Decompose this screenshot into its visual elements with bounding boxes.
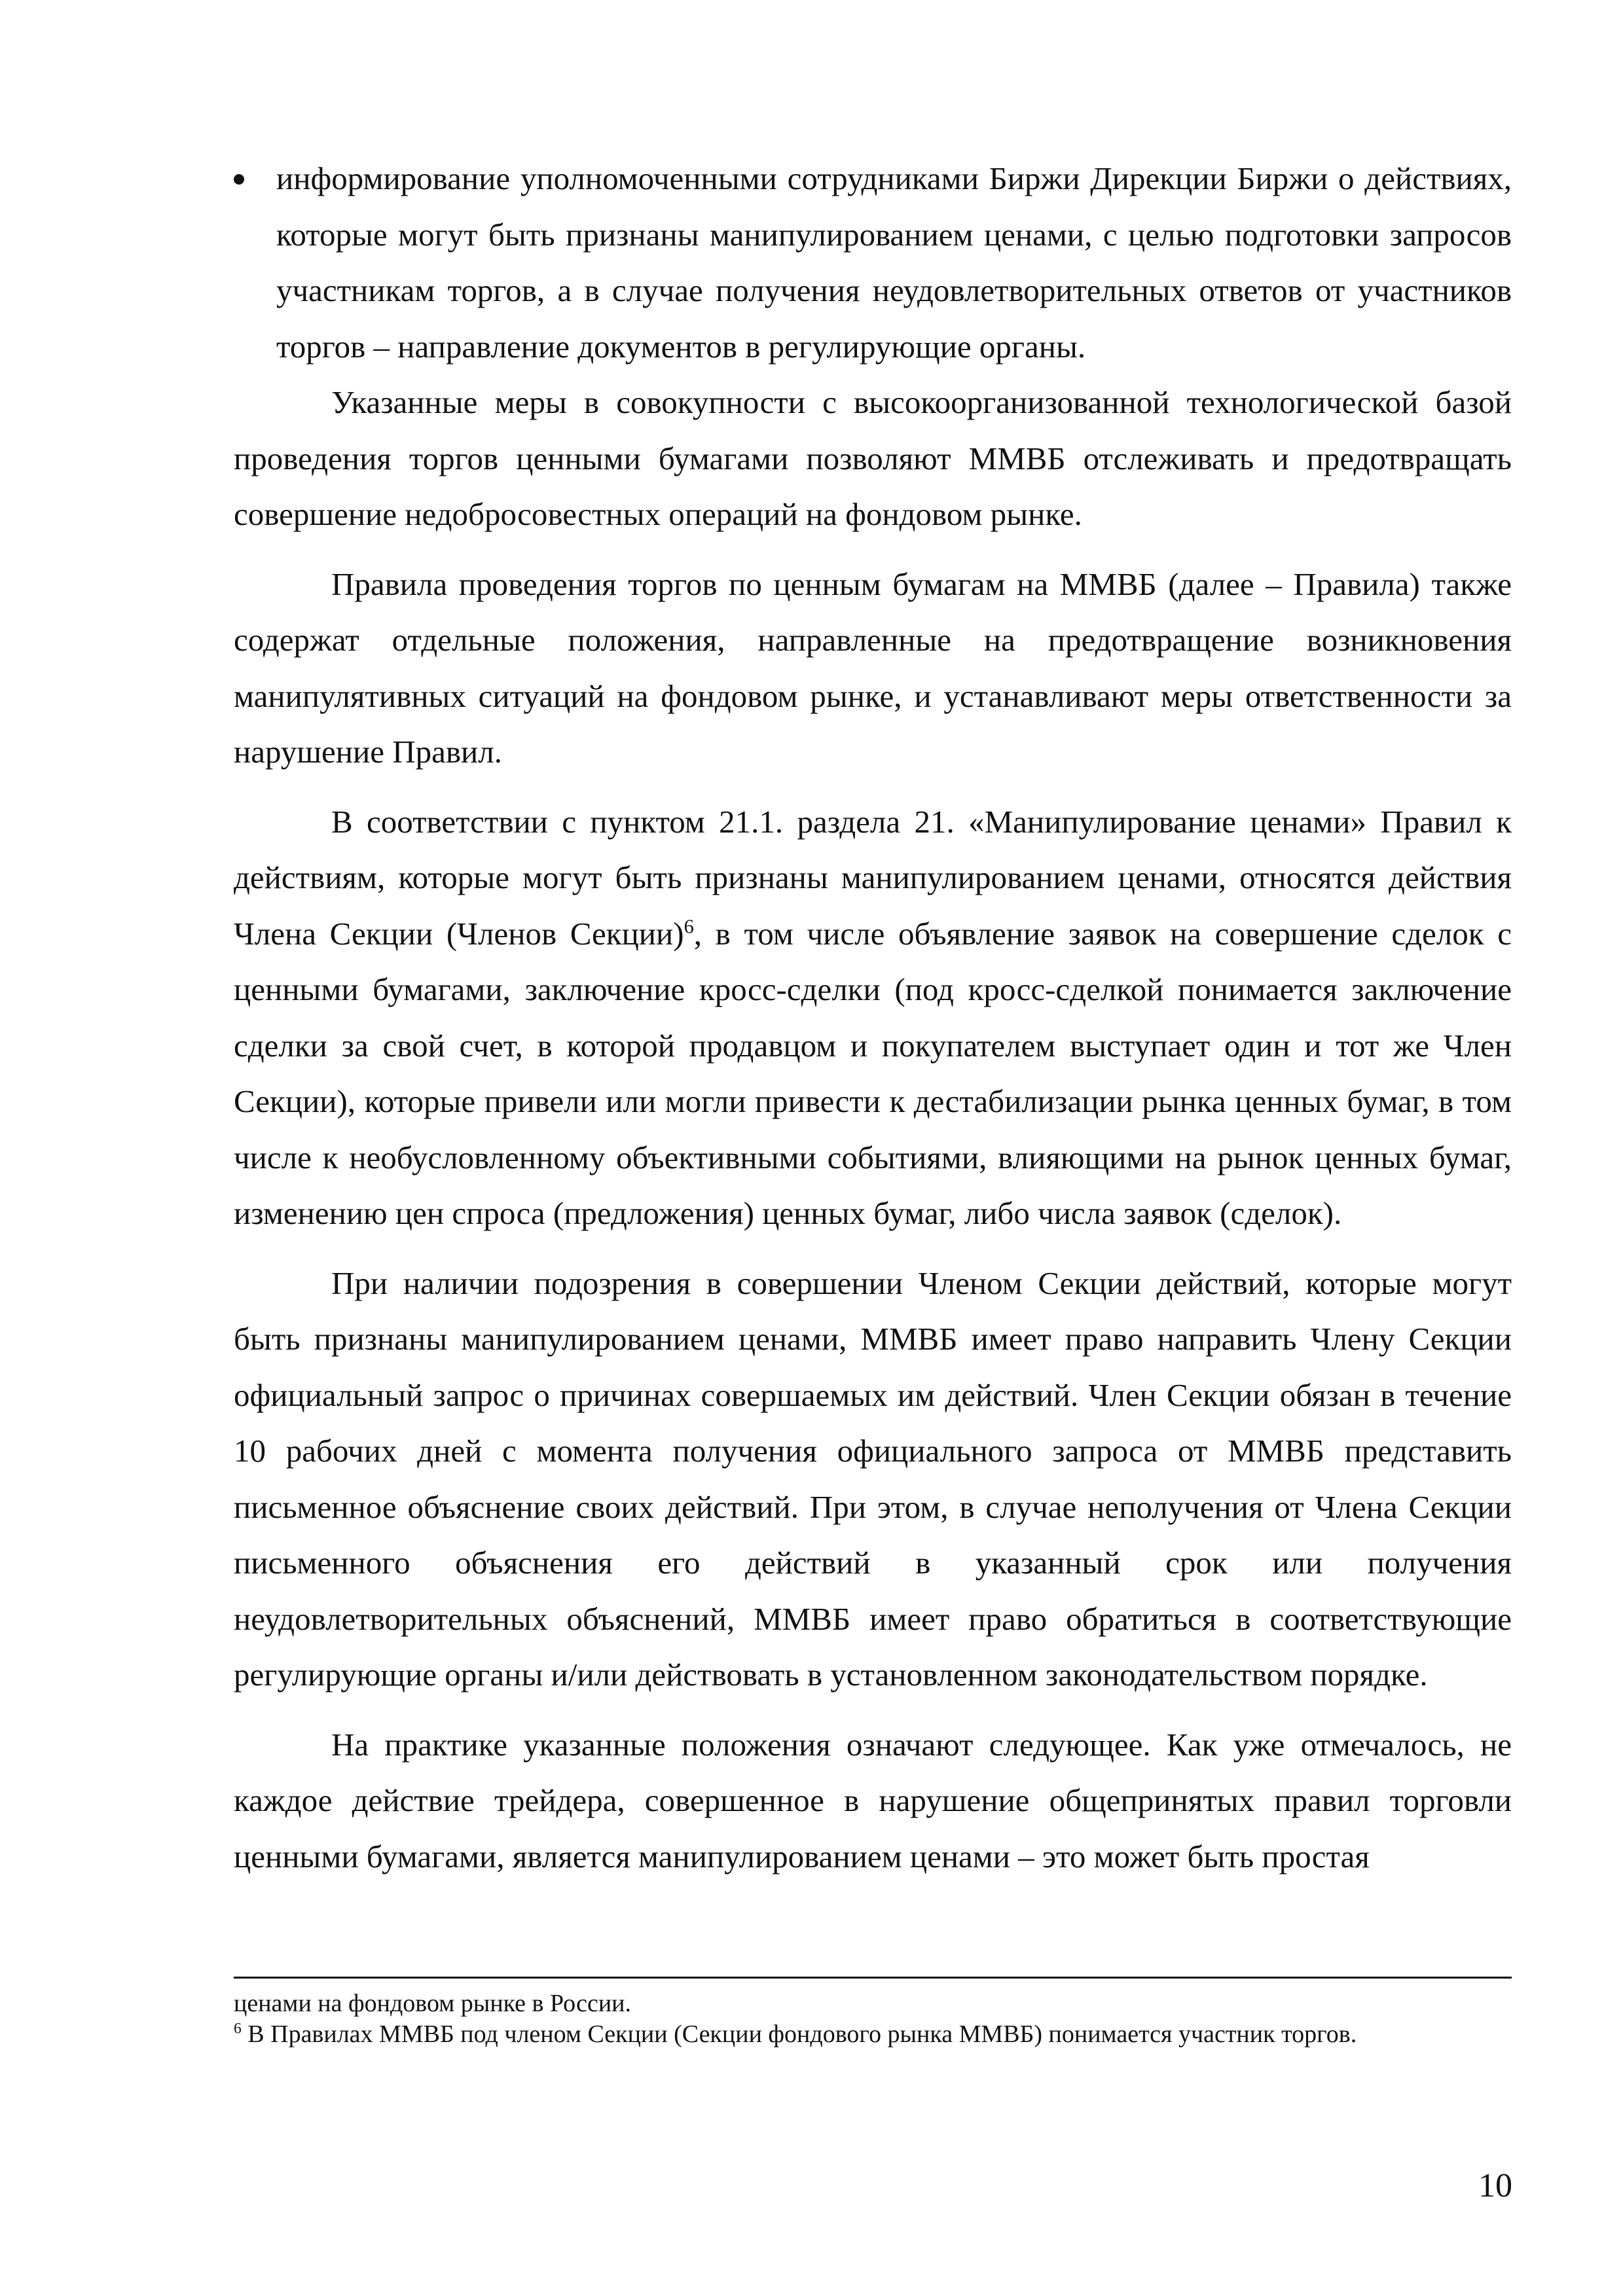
footnote-separator (234, 1977, 1512, 1979)
paragraph-practice: На практике указанные положения означают следующее. Как уже отмечалось, не каждое действие трейдера, совершенное в нарушение общепринятых правил торговли ценными бумагами, является манипулированием ценами – это может быть простая (234, 1726, 1512, 1874)
paragraph-text-before-note: В соответствии с пунктом 21.1. раздела 21. «Манипулирование ценами» Правил к действиям, которые могут быть признаны манипулированием ценами, относятся действия Члена Секции (Членов Секции) (234, 803, 1512, 952)
bullet-icon (234, 174, 244, 185)
footnote-reference: 6 (684, 915, 694, 938)
footnote-6 (234, 2019, 1512, 2050)
bullet-text: информирование уполномоченными сотрудниками Биржи Дирекции Биржи о действиях, которые могут быть признаны манипулированием ценами, с целью подготовки запросов участникам торгов, а в случае получения неудовлетворительных ответов от участников торгов – направление документов в регулирующие органы. (276, 160, 1512, 365)
paragraph-text-after-note: , в том числе объявление заявок на совершение сделок с ценными бумагами, заключение кросс-сделки (под кросс-сделкой понимается заключение сделки за свой счет, в которой продавцом и покупателем выступает один и тот же Член Секции), которые привели или могли привести к дестабилизации рынка ценных бумаг, в том числе к необусловленному объективными событиями, влияющими на рынок ценных бумаг, изменению цен спроса (предложения) ценных бумаг, либо числа заявок (сделок). (234, 915, 1512, 1231)
footnotes (234, 1988, 1512, 2050)
footnote-continuation: ценами на фондовом рынке в России. (234, 1990, 632, 2017)
footnote-6-mark: 6 (234, 2020, 242, 2037)
paragraph-measures: Указанные меры в совокупности с высокоорганизованной технологической базой проведения торгов ценными бумагами позволяют ММВБ отслеживать и предотвращать совершение недобросовестных операций на фондовом рынке. (234, 384, 1512, 532)
paragraph-rules: Правила проведения торгов по ценным бумагам на ММВБ (далее – Правила) также содержат отдельные положения, направленные на предотвращение возникновения манипулятивных ситуаций на фондовом рынке, и устанавливают меры ответственности за нарушение Правил. (234, 565, 1512, 770)
bullet-item (234, 151, 1512, 374)
footnote-6-text: В Правилах ММВБ под членом Секции (Секции фондового рынка ММВБ) понимается участник торгов. (241, 2020, 1357, 2048)
paragraph-suspicion: При наличии подозрения в совершении Членом Секции действий, которые могут быть признаны манипулированием ценами, ММВБ имеет право направить Члену Секции официальный запрос о причинах совершаемых им действий. Член Секции обязан в течение 10 рабочих дней с момента получения официального запроса от ММВБ представить письменное объяснение своих действий. При этом, в случае неполучения от Члена Секции письменного объяснения его действий в указанный срок или получения неудовлетворительных объяснений, ММВБ имеет право обратиться в соответствующие регулирующие органы и/или действовать в установленном законодательством порядке. (234, 1265, 1512, 1693)
paragraph-manipulation-definition (234, 794, 1512, 1242)
page-number: 10 (1478, 2167, 1512, 2204)
main-text (234, 151, 1512, 1884)
